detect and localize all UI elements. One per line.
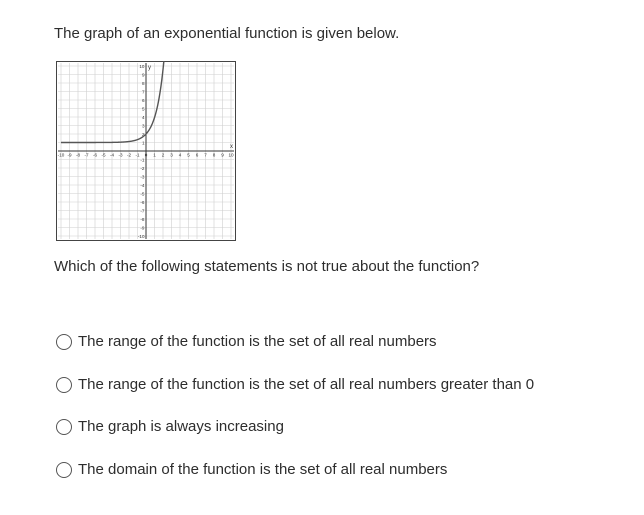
y-tick-label: 7 bbox=[141, 89, 145, 95]
x-tick-label: -7 bbox=[84, 152, 89, 158]
y-tick-label: 5 bbox=[141, 106, 145, 112]
x-tick-label: 10 bbox=[228, 152, 234, 158]
x-tick-label: 1 bbox=[153, 152, 156, 158]
exponential-graph bbox=[56, 61, 236, 241]
x-tick-label: 7 bbox=[204, 152, 207, 158]
question-intro: The graph of an exponential function is given below. bbox=[54, 25, 400, 42]
y-tick-label: -1 bbox=[140, 157, 145, 163]
radio-button-4[interactable] bbox=[56, 462, 72, 478]
x-tick-label: -5 bbox=[101, 152, 106, 158]
y-tick-label: 9 bbox=[141, 72, 145, 78]
y-tick-label: 6 bbox=[141, 97, 145, 103]
x-tick-label: -2 bbox=[126, 152, 132, 158]
y-tick-label: 1 bbox=[141, 140, 145, 146]
question-prompt: Which of the following statements is not true about the function? bbox=[54, 258, 480, 275]
y-tick-label: -3 bbox=[140, 174, 145, 180]
option-4-label: The domain of the function is the set of all real numbers bbox=[78, 460, 448, 478]
y-axis-label: y bbox=[148, 65, 151, 71]
y-tick-label: 8 bbox=[141, 80, 145, 86]
radio-button-1[interactable] bbox=[56, 334, 72, 350]
x-tick-label: -6 bbox=[92, 152, 98, 158]
option-2[interactable] bbox=[56, 374, 534, 396]
option-3-label: The graph is always increasing bbox=[78, 418, 284, 435]
x-tick-label: 2 bbox=[161, 152, 165, 158]
graph-canvas bbox=[56, 61, 236, 241]
x-axis-label: x bbox=[230, 144, 233, 150]
y-tick-label: 10 bbox=[139, 63, 145, 69]
x-tick-label: -8 bbox=[75, 152, 81, 158]
option-3[interactable] bbox=[56, 416, 534, 438]
x-tick-label: -4 bbox=[109, 152, 115, 158]
x-tick-label: 4 bbox=[178, 152, 182, 158]
answer-options bbox=[56, 331, 534, 501]
y-tick-label: -4 bbox=[140, 182, 145, 188]
x-tick-label: -3 bbox=[118, 152, 123, 158]
y-tick-label: -9 bbox=[140, 225, 145, 231]
x-tick-label: -1 bbox=[135, 152, 140, 158]
x-tick-label: 8 bbox=[212, 152, 216, 158]
x-tick-label: 3 bbox=[170, 152, 173, 158]
x-tick-label: 5 bbox=[187, 152, 190, 158]
y-tick-label: -10 bbox=[137, 233, 145, 239]
y-tick-label: -6 bbox=[140, 199, 145, 205]
option-2-label: The range of the function is the set of all real numbers greater than 0 bbox=[78, 375, 535, 393]
x-tick-label: 9 bbox=[221, 152, 224, 158]
y-tick-label: 4 bbox=[141, 114, 145, 120]
y-tick-label: -7 bbox=[140, 208, 145, 214]
x-tick-label: 0 bbox=[144, 152, 148, 158]
option-1-label: The range of the function is the set of all real numbers bbox=[78, 333, 437, 350]
y-tick-label: -5 bbox=[140, 191, 145, 197]
y-tick-label: -2 bbox=[140, 165, 145, 171]
x-tick-label: -9 bbox=[67, 152, 72, 158]
x-tick-label: 6 bbox=[195, 152, 199, 158]
radio-button-3[interactable] bbox=[56, 419, 72, 435]
option-4[interactable] bbox=[56, 459, 534, 481]
option-1[interactable] bbox=[56, 331, 534, 353]
y-tick-label: -8 bbox=[140, 216, 145, 222]
y-tick-label: 3 bbox=[141, 123, 145, 129]
radio-button-2[interactable] bbox=[56, 377, 72, 393]
x-tick-label: -10 bbox=[57, 152, 65, 158]
y-tick-label: 2 bbox=[141, 131, 145, 137]
